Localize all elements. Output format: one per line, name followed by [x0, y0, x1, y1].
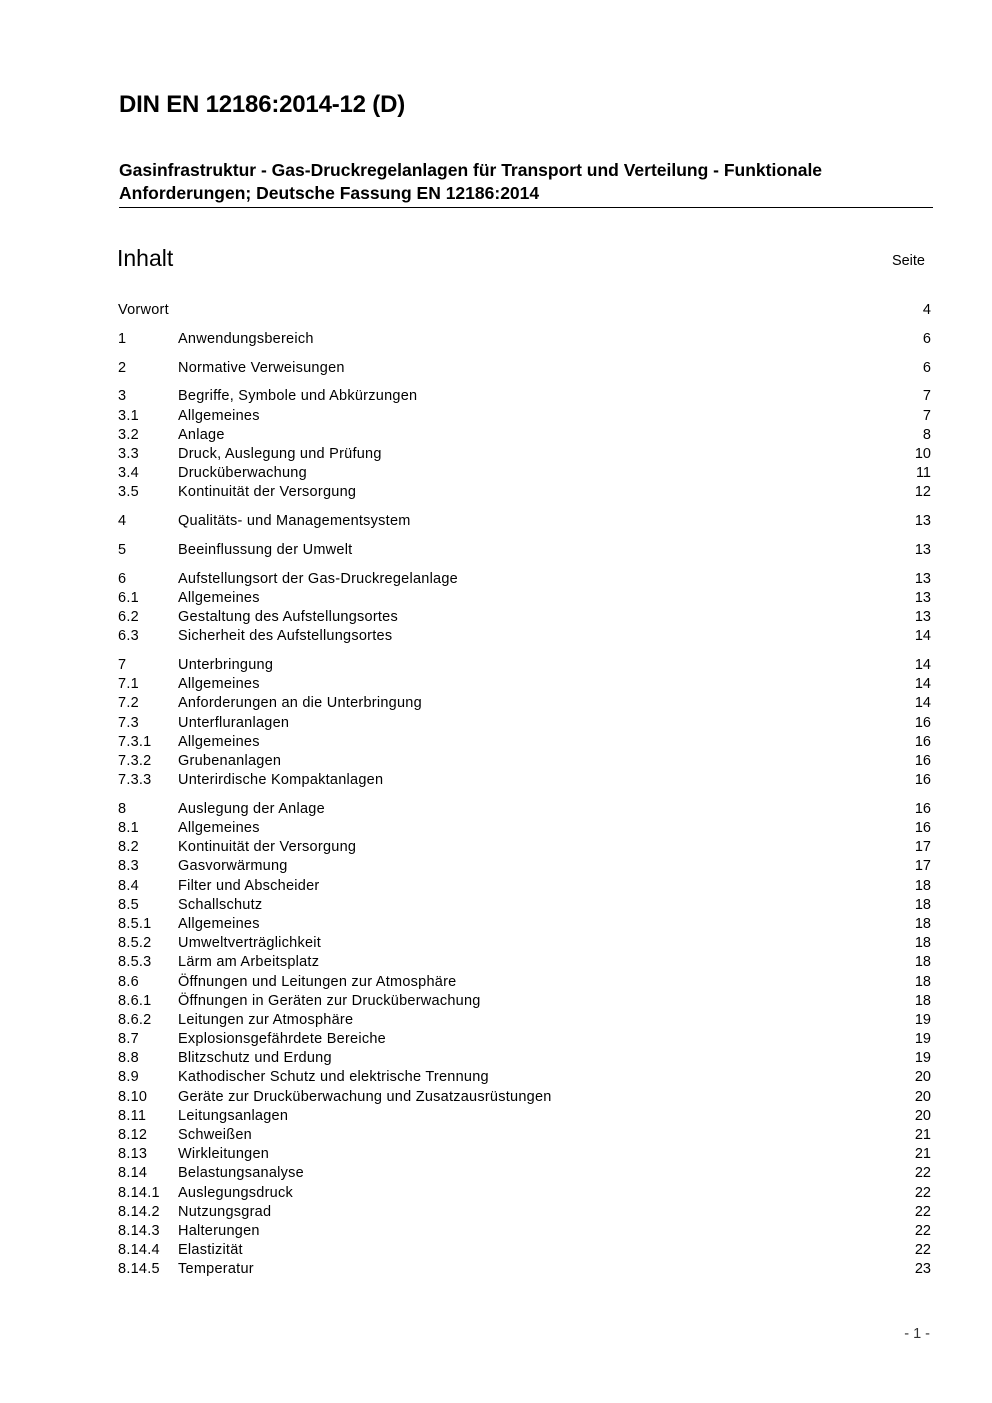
- toc-entry[interactable]: [118, 992, 931, 1011]
- toc-entry-page: 10: [914, 445, 931, 462]
- toc-entry-number: 3: [118, 388, 127, 405]
- toc-entry-title: Blitzschutz und Erdung: [178, 1050, 332, 1067]
- toc-entry-page: 18: [914, 973, 931, 990]
- toc-entry-number: 8.14.5: [118, 1261, 160, 1278]
- toc-entry-title: Anforderungen an die Unterbringung: [178, 695, 422, 712]
- toc-entry[interactable]: [118, 1164, 931, 1183]
- toc-entry-number: 6.2: [118, 608, 139, 625]
- toc-entry-title: Elastizität: [178, 1242, 243, 1259]
- toc-entry-title: Qualitäts- und Managementsystem: [178, 513, 411, 530]
- toc-entry-number: 8: [118, 800, 127, 817]
- toc-entry[interactable]: [118, 656, 931, 675]
- toc-entry-page: 14: [914, 676, 931, 693]
- toc-entry-page: 20: [914, 1069, 931, 1086]
- toc-entry-number: 3.1: [118, 407, 139, 424]
- document-subtitle: [119, 159, 933, 208]
- toc-entry[interactable]: [118, 570, 931, 589]
- toc-entry[interactable]: [118, 714, 931, 733]
- toc-entry[interactable]: [118, 1107, 931, 1126]
- toc-entry-page: 13: [914, 608, 931, 625]
- toc-entry-page: 22: [914, 1184, 931, 1201]
- toc-entry-number: 6: [118, 570, 127, 587]
- toc-entry[interactable]: [118, 445, 931, 464]
- toc-entry-title: Schweißen: [178, 1127, 252, 1144]
- toc-entry-page: 18: [914, 896, 931, 913]
- toc-entry-title: Leitungen zur Atmosphäre: [178, 1011, 354, 1028]
- toc-entry[interactable]: [118, 915, 931, 934]
- toc-entry-page: 13: [914, 541, 931, 558]
- toc-entry[interactable]: [118, 483, 931, 502]
- toc-entry[interactable]: [118, 1145, 931, 1164]
- toc-entry[interactable]: [118, 973, 931, 992]
- toc-entry-title: Druck, Auslegung und Prüfung: [178, 445, 382, 462]
- toc-entry[interactable]: [118, 1260, 931, 1279]
- toc-entry[interactable]: [118, 301, 931, 320]
- toc-entry-title: Kontinuität der Versorgung: [178, 484, 357, 501]
- toc-entry-page: 19: [914, 1011, 931, 1028]
- toc-entry-number: 8.6.1: [118, 992, 152, 1009]
- toc-entry-page: 21: [914, 1127, 931, 1144]
- toc-entry-title: Öffnungen in Geräten zur Drucküberwachung: [178, 992, 481, 1009]
- toc-entry-number: 8.9: [118, 1069, 139, 1086]
- toc-entry-page: 18: [914, 954, 931, 971]
- toc-entry-title: Wirkleitungen: [178, 1146, 270, 1163]
- toc-entry-title: Halterungen: [178, 1222, 260, 1239]
- toc-entry[interactable]: [118, 1203, 931, 1222]
- toc-entry-title: Belastungsanalyse: [178, 1165, 304, 1182]
- toc-entry[interactable]: [118, 934, 931, 953]
- toc-entry[interactable]: [118, 512, 931, 531]
- toc-entry-page: 20: [914, 1088, 931, 1105]
- toc-entry[interactable]: [118, 1184, 931, 1203]
- toc-entry-number: 8.14.4: [118, 1242, 160, 1259]
- toc-entry-title: Öffnungen und Leitungen zur Atmosphäre: [178, 973, 457, 990]
- toc-entry-page: 13: [914, 589, 931, 606]
- toc-entry-title: Unterbringung: [178, 656, 274, 673]
- toc-entry[interactable]: [118, 608, 931, 627]
- toc-entry-title: Kathodischer Schutz und elektrische Trennung: [178, 1069, 489, 1086]
- toc-entry-number: 8.10: [118, 1088, 148, 1105]
- toc-entry[interactable]: [118, 1049, 931, 1068]
- toc-entry[interactable]: [118, 1126, 931, 1145]
- toc-entry-number: 8.14.2: [118, 1203, 160, 1220]
- toc-entry[interactable]: [118, 838, 931, 857]
- toc-entry-page: 16: [914, 820, 931, 837]
- toc-entry-page: 22: [914, 1242, 931, 1259]
- toc-entry-number: 7.3.3: [118, 772, 152, 789]
- toc-entry-page: 6: [922, 330, 931, 347]
- toc-entry-page: 18: [914, 935, 931, 952]
- toc-entry-title: Explosionsgefährdete Bereiche: [178, 1031, 386, 1048]
- toc-entry-page: 18: [914, 992, 931, 1009]
- toc-entry[interactable]: [118, 1241, 931, 1260]
- toc-entry-title: Allgemeines: [178, 915, 260, 932]
- toc-entry-number: 8.12: [118, 1127, 148, 1144]
- toc-entry-number: 5: [118, 541, 127, 558]
- toc-entry[interactable]: [118, 1088, 931, 1107]
- toc-entry-number: 8.5.2: [118, 935, 152, 952]
- toc-entry[interactable]: [118, 627, 931, 646]
- toc-entry-title: Unterirdische Kompaktanlagen: [178, 772, 384, 789]
- toc-entry-title: Umweltverträglichkeit: [178, 935, 322, 952]
- toc-entry[interactable]: [118, 1069, 931, 1088]
- document-title: DIN EN 12186:2014-12 (D): [119, 91, 406, 118]
- toc-entry-number: 8.3: [118, 858, 139, 875]
- toc-entry[interactable]: [118, 771, 931, 790]
- toc-entry-number: 1: [118, 330, 127, 347]
- toc-entry-title: Nutzungsgrad: [178, 1203, 272, 1220]
- toc-entry-page: 14: [914, 628, 931, 645]
- toc-entry-title: Grubenanlagen: [178, 752, 282, 769]
- toc-entry-page: 7: [922, 388, 931, 405]
- toc-entry[interactable]: [118, 589, 931, 608]
- toc-entry[interactable]: [118, 752, 931, 771]
- toc-entry-page: 16: [914, 733, 931, 750]
- toc-entry-page: 13: [914, 570, 931, 587]
- document-subtitle-line-1: Gasinfrastruktur - Gas-Druckregelanlagen für Transport und Verteilung - Funktionale: [119, 160, 823, 180]
- toc-entry-number: 8.5.1: [118, 915, 152, 932]
- toc-entry-page: 16: [914, 714, 931, 731]
- toc-entry[interactable]: [118, 541, 931, 560]
- toc-entry-title: Anlage: [178, 426, 225, 443]
- toc-entry[interactable]: [118, 464, 931, 483]
- toc-entry-page: 17: [914, 839, 931, 856]
- toc-entry-page: 16: [914, 772, 931, 789]
- toc-entry-title: Temperatur: [178, 1261, 254, 1278]
- toc-entry[interactable]: [118, 387, 931, 406]
- toc-entry-number: 3.4: [118, 465, 139, 482]
- toc-entry[interactable]: [118, 359, 931, 378]
- toc-entry[interactable]: [118, 800, 931, 819]
- toc-heading: Inhalt: [117, 245, 174, 271]
- toc-entry-number: 8.6.2: [118, 1011, 152, 1028]
- toc-entry-title: Begriffe, Symbole und Abkürzungen: [178, 388, 418, 405]
- toc-entry-page: 4: [922, 301, 931, 318]
- toc-entry[interactable]: [118, 877, 931, 896]
- toc-entry-page: 11: [915, 465, 931, 482]
- toc-entry-number: 3.2: [118, 426, 139, 443]
- toc-entry-title: Leitungsanlagen: [178, 1107, 289, 1124]
- toc-entry[interactable]: [118, 896, 931, 915]
- toc-entry-page: 7: [922, 407, 931, 424]
- toc-entry[interactable]: [118, 1222, 931, 1241]
- toc-entry-number: 8.1: [118, 820, 139, 837]
- toc-entry[interactable]: [118, 330, 931, 349]
- toc-entry-page: 20: [914, 1107, 931, 1124]
- toc-entry-page: 22: [914, 1203, 931, 1220]
- toc-entry-title: Anwendungsbereich: [178, 330, 314, 347]
- toc-entry-page: 16: [914, 800, 931, 817]
- toc-entry-page: 17: [914, 858, 931, 875]
- toc-entry-title: Gestaltung des Aufstellungsortes: [178, 608, 398, 625]
- toc-entry-page: 18: [914, 915, 931, 932]
- toc-entry[interactable]: [118, 733, 931, 752]
- toc-entry-number: 8.11: [118, 1107, 147, 1124]
- toc-entry-number: 3.5: [118, 484, 139, 501]
- toc-page-column-heading: Seite: [891, 253, 925, 269]
- toc-entry-page: 18: [914, 877, 931, 894]
- toc-entry-title: Vorwort: [118, 301, 169, 318]
- toc-entry-number: 6.3: [118, 628, 139, 645]
- toc-entry-page: 21: [914, 1146, 931, 1163]
- toc-entry-page: 22: [914, 1165, 931, 1182]
- toc-entry-number: 8.8: [118, 1050, 139, 1067]
- toc-entry-title: Kontinuität der Versorgung: [178, 839, 357, 856]
- toc-entry-title: Unterfluranlagen: [178, 714, 290, 731]
- toc-entry-title: Auslegungsdruck: [178, 1184, 293, 1201]
- toc-entry-title: Filter und Abscheider: [178, 877, 320, 894]
- toc-entry-number: 8.4: [118, 877, 139, 894]
- toc-entry-page: 8: [922, 426, 931, 443]
- toc-entry-number: 7.3: [118, 714, 139, 731]
- toc-entry-number: 7: [118, 656, 127, 673]
- toc-entry-number: 7.3.2: [118, 752, 152, 769]
- toc-entry[interactable]: [118, 819, 931, 838]
- toc-entry-title: Allgemeines: [178, 820, 260, 837]
- toc-entry-number: 8.5: [118, 896, 139, 913]
- toc-entry-number: 8.14.1: [118, 1184, 160, 1201]
- toc-entry-page: 12: [914, 484, 931, 501]
- toc-entry-page: 23: [914, 1261, 931, 1278]
- toc-entry-number: 7.3.1: [118, 733, 152, 750]
- toc-entry-title: Sicherheit des Aufstellungsortes: [178, 628, 393, 645]
- toc-entry[interactable]: [118, 694, 931, 713]
- toc-entry-number: 8.6: [118, 973, 139, 990]
- document-subtitle-line-2: Anforderungen; Deutsche Fassung EN 12186:2014: [119, 183, 540, 203]
- toc-entry[interactable]: [118, 857, 931, 876]
- toc-entry-number: 8.14: [118, 1165, 148, 1182]
- toc-entry-title: Lärm am Arbeitsplatz: [178, 954, 320, 971]
- toc-entry-page: 6: [922, 359, 931, 376]
- toc-entry-title: Schallschutz: [178, 896, 263, 913]
- toc-entry[interactable]: [118, 953, 931, 972]
- toc-entry-page: 19: [914, 1050, 931, 1067]
- toc-entry-title: Allgemeines: [178, 407, 260, 424]
- toc-entry-number: 6.1: [118, 589, 139, 606]
- toc-entry-title: Normative Verweisungen: [178, 359, 345, 376]
- toc-entry-number: 7.2: [118, 695, 139, 712]
- toc-entry-page: 14: [914, 695, 931, 712]
- toc-entry[interactable]: [118, 1011, 931, 1030]
- toc-entry-number: 2: [118, 359, 127, 376]
- toc-entry-number: 8.14.3: [118, 1222, 160, 1239]
- toc-entry-title: Allgemeines: [178, 676, 260, 693]
- toc-entry-page: 13: [914, 513, 931, 530]
- table-of-contents: [118, 301, 931, 1280]
- toc-entry-title: Gasvorwärmung: [178, 858, 288, 875]
- toc-entry-number: 7.1: [118, 676, 139, 693]
- toc-entry-title: Aufstellungsort der Gas-Druckregelanlage: [178, 570, 458, 587]
- toc-entry-title: Auslegung der Anlage: [178, 800, 325, 817]
- toc-entry-number: 8.7: [118, 1031, 139, 1048]
- toc-entry[interactable]: [118, 426, 931, 445]
- toc-entry-title: Allgemeines: [178, 589, 260, 606]
- toc-entry-title: Beeinflussung der Umwelt: [178, 541, 353, 558]
- toc-entry-title: Drucküberwachung: [178, 465, 307, 482]
- toc-entry-number: 8.2: [118, 839, 139, 856]
- toc-entry-title: Geräte zur Drucküberwachung und Zusatzausrüstungen: [178, 1088, 552, 1105]
- toc-entry-page: 14: [914, 656, 931, 673]
- toc-entry-page: 22: [914, 1222, 931, 1239]
- toc-entry-number: 8.5.3: [118, 954, 152, 971]
- toc-entry-title: Allgemeines: [178, 733, 260, 750]
- toc-entry-number: 8.13: [118, 1146, 148, 1163]
- toc-entry-number: 3.3: [118, 445, 139, 462]
- toc-entry[interactable]: [118, 407, 931, 426]
- page-number: - 1 -: [904, 1326, 930, 1342]
- toc-entry-page: 16: [914, 752, 931, 769]
- toc-entry[interactable]: [118, 1030, 931, 1049]
- toc-entry-page: 19: [914, 1031, 931, 1048]
- toc-entry[interactable]: [118, 675, 931, 694]
- toc-entry-number: 4: [118, 513, 127, 530]
